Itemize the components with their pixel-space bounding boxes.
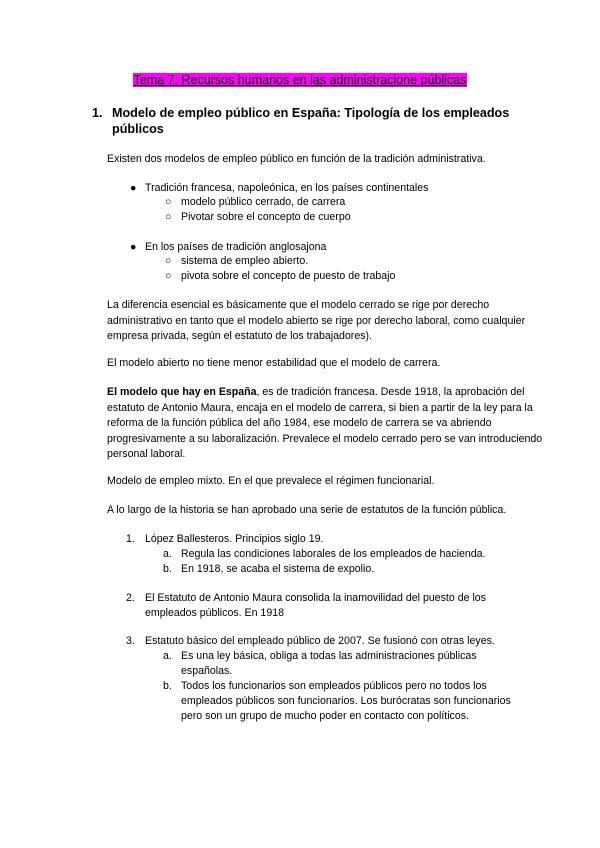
spain-model-text: , es de tradición francesa. Desde 1918, la aprobación del estatuto de Antonio Maura, encaja en el modelo de carrera, si bien a partir de la ley para la reforma de la función pública del año 1984, ese modelo de carrera se va abriendo progresivamente a su laboralización. Prevalece el modelo cerrado pero se van introduciendo personal laboral. — [107, 386, 543, 460]
list-item: En los países de tradición anglosajona — [145, 241, 327, 253]
difference-paragraph: La diferencia esencial es básicamente que el modelo cerrado se rige por derecho administrativo en tanto que el modelo abierto se rige por derecho laboral, como cualquier empresa privada, según el estatuto de los trabajadores). — [107, 299, 526, 342]
history-paragraph: A lo largo de la historia se han aprobado una serie de estatutos de la función pública. — [107, 504, 507, 516]
section-heading — [92, 105, 532, 137]
list-number: 1. — [126, 533, 135, 545]
spain-model-bold: El modelo que hay en España — [107, 386, 257, 398]
bullet-marker: ● — [130, 182, 137, 194]
numbered-list-item: López Ballesteros. Principios siglo 19. — [145, 533, 324, 545]
sub-list-item: En 1918, se acaba el sistema de expolio. — [181, 563, 375, 575]
sub-list-item: Pivotar sobre el concepto de cuerpo — [181, 211, 351, 223]
sub-list-letter: b. — [163, 563, 172, 575]
section-heading-text: Modelo de empleo público en España: Tipología de los empleados públicos — [112, 106, 510, 136]
sub-bullet-marker: ○ — [165, 255, 172, 267]
sub-list-letter: b. — [163, 680, 172, 692]
section-number: 1. — [92, 106, 103, 120]
sub-list-item: pivota sobre el concepto de puesto de trabajo — [181, 270, 396, 282]
sub-list-item: Regula las condiciones laborales de los empleados de hacienda. — [181, 548, 486, 560]
sub-bullet-marker: ○ — [165, 196, 172, 208]
list-number: 2. — [126, 592, 135, 604]
sub-list-item: Todos los funcionarios son empleados públicos pero no todos los empleados públicos son funcionarios. Los burócratas son funcionarios pero son un grupo de mucho poder en contacto con políticos. — [181, 680, 511, 722]
sub-list-item: Es una ley básica, obliga a todas las administraciones públicas españolas. — [181, 650, 477, 677]
intro-paragraph: Existen dos modelos de empleo público en función de la tradición administrativa. — [107, 153, 486, 165]
sub-list-letter: a. — [163, 650, 172, 662]
spain-model-paragraph — [107, 385, 547, 463]
sub-bullet-marker: ○ — [165, 270, 172, 282]
bullet-marker: ● — [130, 241, 137, 253]
sub-list-item: modelo público cerrado, de carrera — [181, 196, 346, 208]
numbered-list-item: El Estatuto de Antonio Maura consolida la inamovilidad del puesto de los empleados públicos. En 1918 — [145, 592, 486, 619]
list-number: 3. — [126, 635, 135, 647]
sub-bullet-marker: ○ — [165, 211, 172, 223]
mixed-model-paragraph: Modelo de empleo mixto. En el que prevalece el régimen funcionarial. — [107, 475, 435, 487]
sub-list-item: sistema de empleo abierto. — [181, 255, 309, 267]
list-item: Tradición francesa, napoleónica, en los países continentales — [145, 182, 429, 194]
numbered-list-item: Estatuto básico del empleado público de 2007. Se fusionó con otras leyes. — [145, 635, 495, 647]
stability-paragraph: El modelo abierto no tiene menor estabilidad que el modelo de carrera. — [107, 357, 441, 369]
sub-list-letter: a. — [163, 548, 172, 560]
title-container — [0, 71, 600, 89]
document-title: Tema 7: Recursos humanos en las administracione públicas — [133, 73, 467, 87]
